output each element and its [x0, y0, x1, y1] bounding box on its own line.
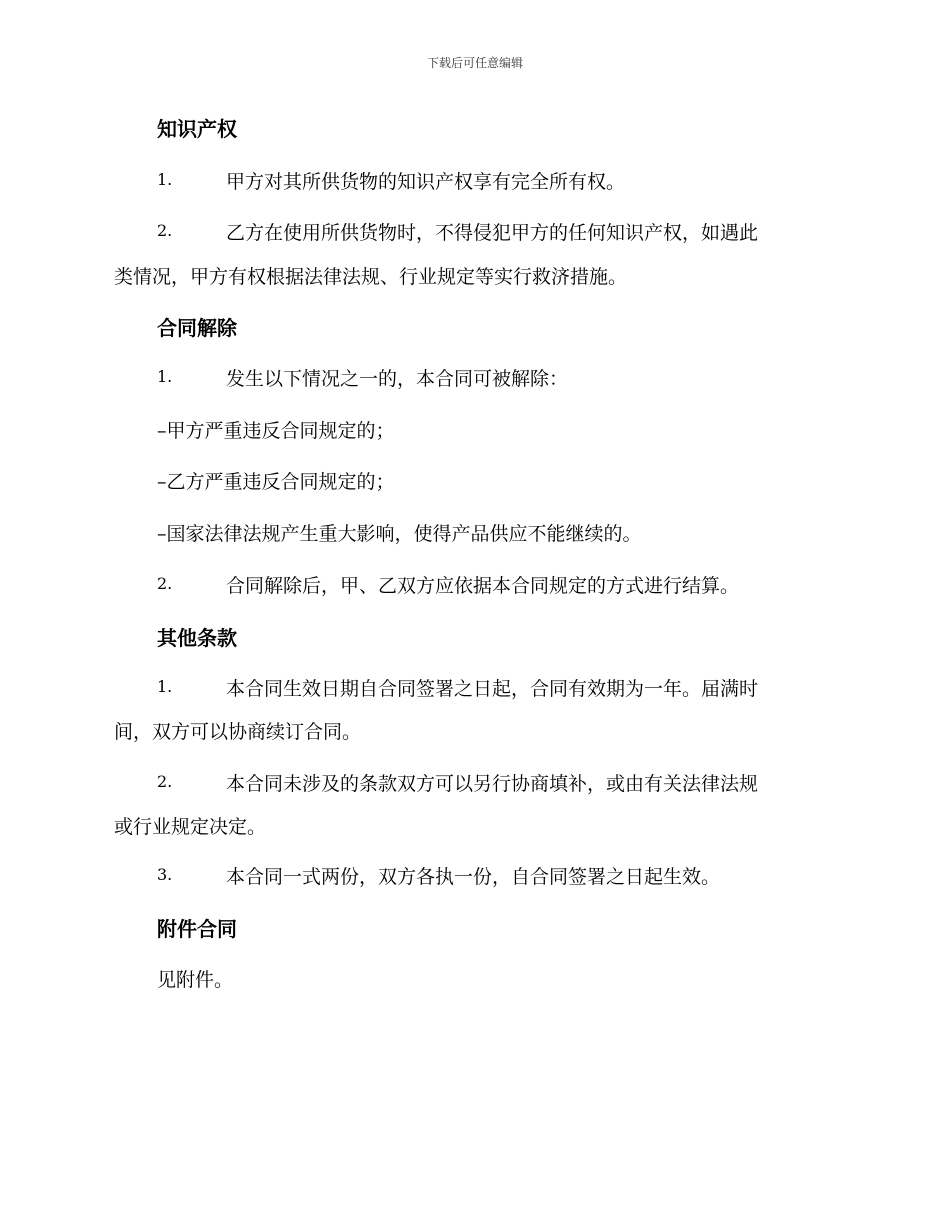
bullet-item: –国家法律法规产生重大影响，使得产品供应不能继续的。	[157, 523, 642, 545]
item-text: 发生以下情况之一的，本合同可被解除：	[226, 368, 569, 390]
section-title-termination: 合同解除	[157, 316, 237, 340]
item-text: 乙方在使用所供货物时，不得侵犯甲方的任何知识产权，如遇此	[226, 222, 759, 244]
bullet-item: –乙方严重违反合同规定的；	[157, 471, 395, 493]
item-number: 1.	[157, 170, 173, 189]
item-text-continuation: 间，双方可以协商续订合同。	[114, 721, 362, 743]
item-text: 合同解除后，甲、乙双方应依据本合同规定的方式进行结算。	[226, 575, 740, 597]
section-title-ip: 知识产权	[157, 117, 237, 141]
item-text: 本合同一式两份，双方各执一份，自合同签署之日起生效。	[226, 866, 721, 888]
item-text-continuation: 类情况，甲方有权根据法律法规、行业规定等实行救济措施。	[114, 266, 628, 288]
item-number: 1.	[157, 367, 173, 386]
page-header: 下载后可任意编辑	[426, 56, 523, 70]
item-text: 本合同未涉及的条款双方可以另行协商填补，或由有关法律法规	[226, 773, 759, 795]
item-number: 3.	[157, 865, 173, 884]
item-text-continuation: 或行业规定决定。	[114, 816, 267, 838]
item-text: 本合同生效日期自合同签署之日起，合同有效期为一年。届满时	[226, 678, 759, 700]
section-title-attachment: 附件合同	[157, 917, 237, 941]
item-text: 甲方对其所供货物的知识产权享有完全所有权。	[226, 171, 626, 193]
item-number: 2.	[157, 574, 173, 593]
bullet-item: –甲方严重违反合同规定的；	[157, 420, 395, 442]
attachment-text: 见附件。	[157, 969, 234, 991]
item-number: 1.	[157, 677, 173, 696]
item-number: 2.	[157, 772, 173, 791]
item-number: 2.	[157, 221, 173, 240]
section-title-other: 其他条款	[157, 626, 237, 650]
